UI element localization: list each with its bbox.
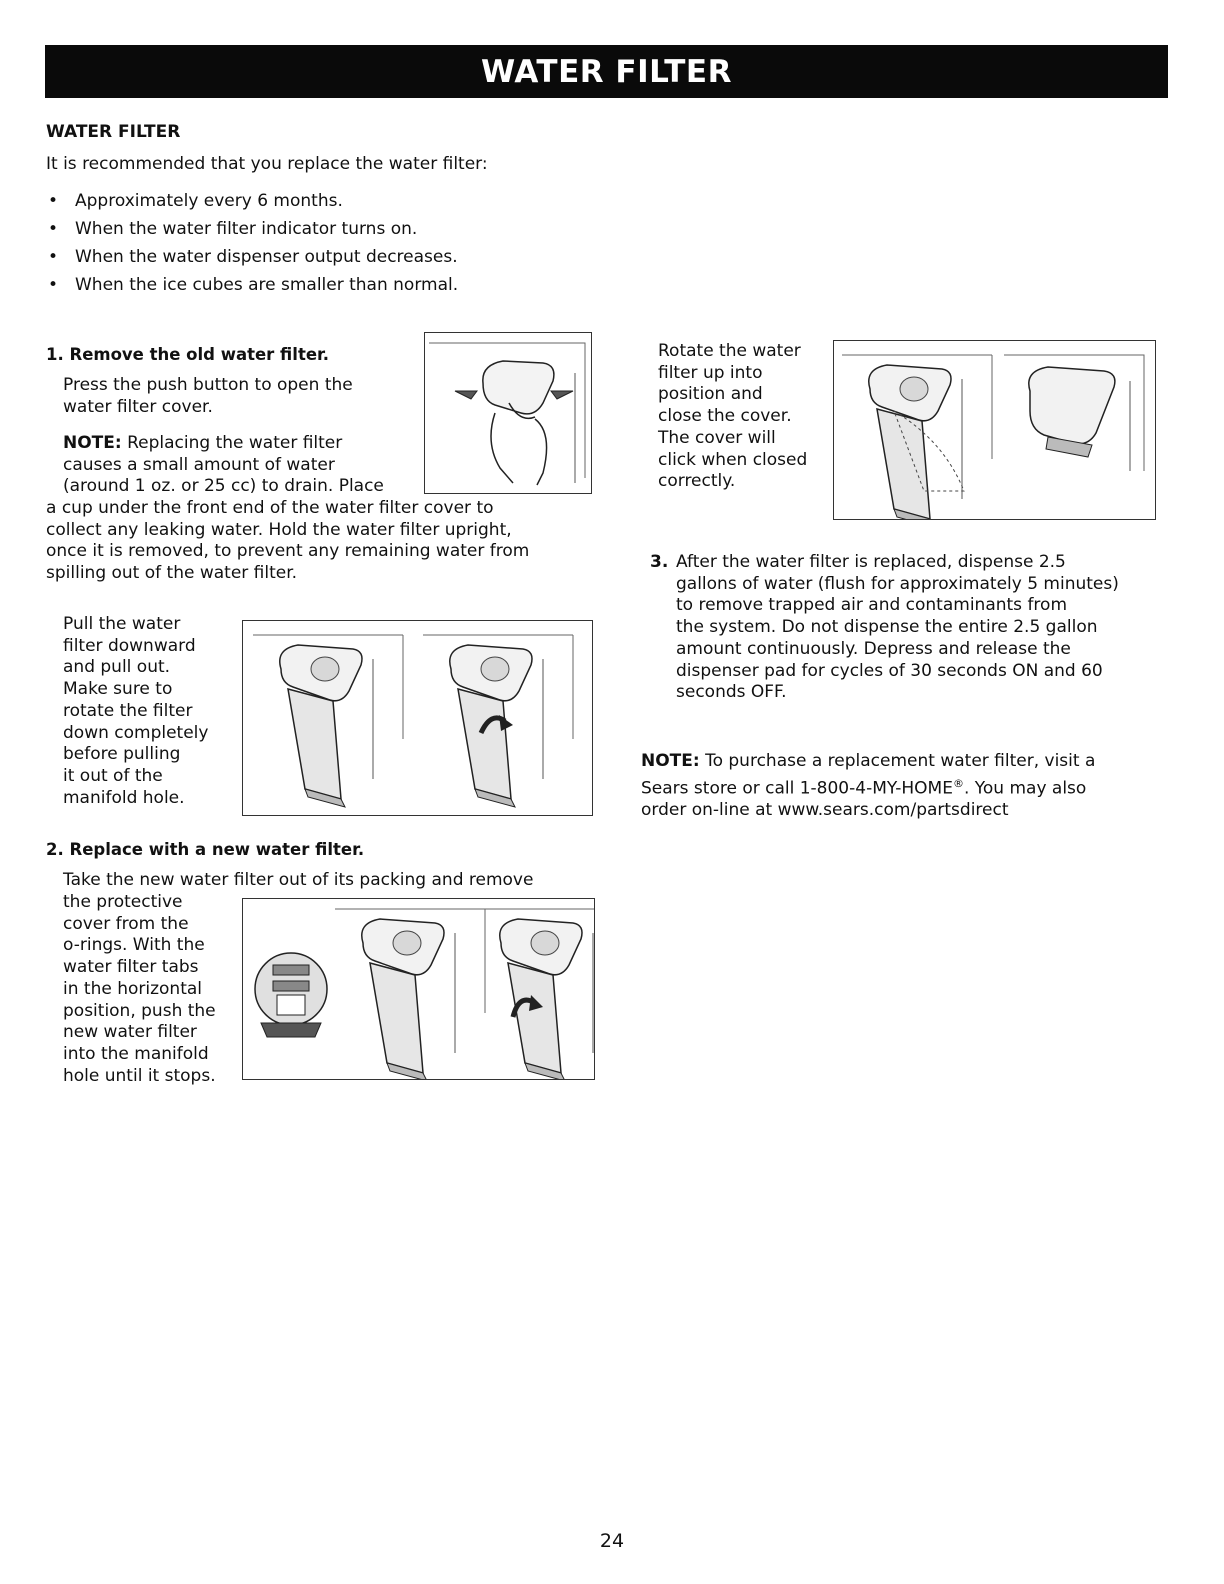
list-item: • When the ice cubes are smaller than normal.	[48, 275, 459, 295]
page-number: 24	[599, 1530, 625, 1552]
step1-note: NOTE: Replacing the water filter causes a small amount of water (around 1 oz. or 25 cc) to drain. Place	[63, 433, 384, 497]
push-button-illustration	[424, 332, 592, 494]
pull-filter-illustration	[242, 620, 593, 816]
page-banner: WATER FILTER	[45, 45, 1168, 98]
section-heading: WATER FILTER	[46, 122, 181, 142]
step1-pull-text: Pull the water filter downward and pull out. Make sure to rotate the filter down completely before pulling it out of the manifold hole.	[63, 614, 209, 808]
step3-text: After the water filter is replaced, dispense 2.5 gallons of water (flush for approximately 5 minutes) to remove trapped air and contaminants from the system. Do not dispense the entire 2.5 gallon amount continuously. Depress and release the dispenser pad for cycles of 30 seconds ON and 60 seconds OFF.	[676, 552, 1119, 703]
step1-heading: 1. Remove the old water filter.	[46, 345, 330, 364]
step1-press-text: Press the push button to open the water filter cover.	[63, 375, 353, 417]
step2-text: the protective cover from the o-rings. With the water filter tabs in the horizontal position, push the new water filter into the manifold hole until it stops.	[63, 892, 216, 1086]
purchase-note: NOTE: To purchase a replacement water filter, visit a Sears store or call 1-800-4-MY-HOME®. You may also order on-line at www.sears.com/partsdirect	[641, 751, 1096, 821]
close-cover-illustration	[833, 340, 1156, 520]
replacement-reasons-list	[46, 188, 458, 300]
step1-note-continued: a cup under the front end of the water filter cover to collect any leaking water. Hold the water filter upright, once it is removed, to prevent any remaining water from spilling out of the water filter.	[46, 498, 530, 583]
list-item: • When the water filter indicator turns on.	[48, 219, 418, 239]
list-item: • Approximately every 6 months.	[48, 191, 343, 211]
intro-text: It is recommended that you replace the water filter:	[46, 154, 488, 174]
note-label: NOTE:	[63, 433, 122, 453]
rotate-close-text: Rotate the water filter up into position and close the cover. The cover will click when closed correctly.	[658, 341, 808, 492]
note-label: NOTE:	[641, 751, 700, 771]
step2-heading: 2. Replace with a new water filter.	[46, 840, 365, 859]
step3-number: 3.	[650, 552, 669, 572]
list-item: • When the water dispenser output decreases.	[48, 247, 458, 267]
step2-first-line: Take the new water filter out of its packing and remove	[63, 870, 534, 890]
insert-filter-illustration	[242, 898, 595, 1080]
